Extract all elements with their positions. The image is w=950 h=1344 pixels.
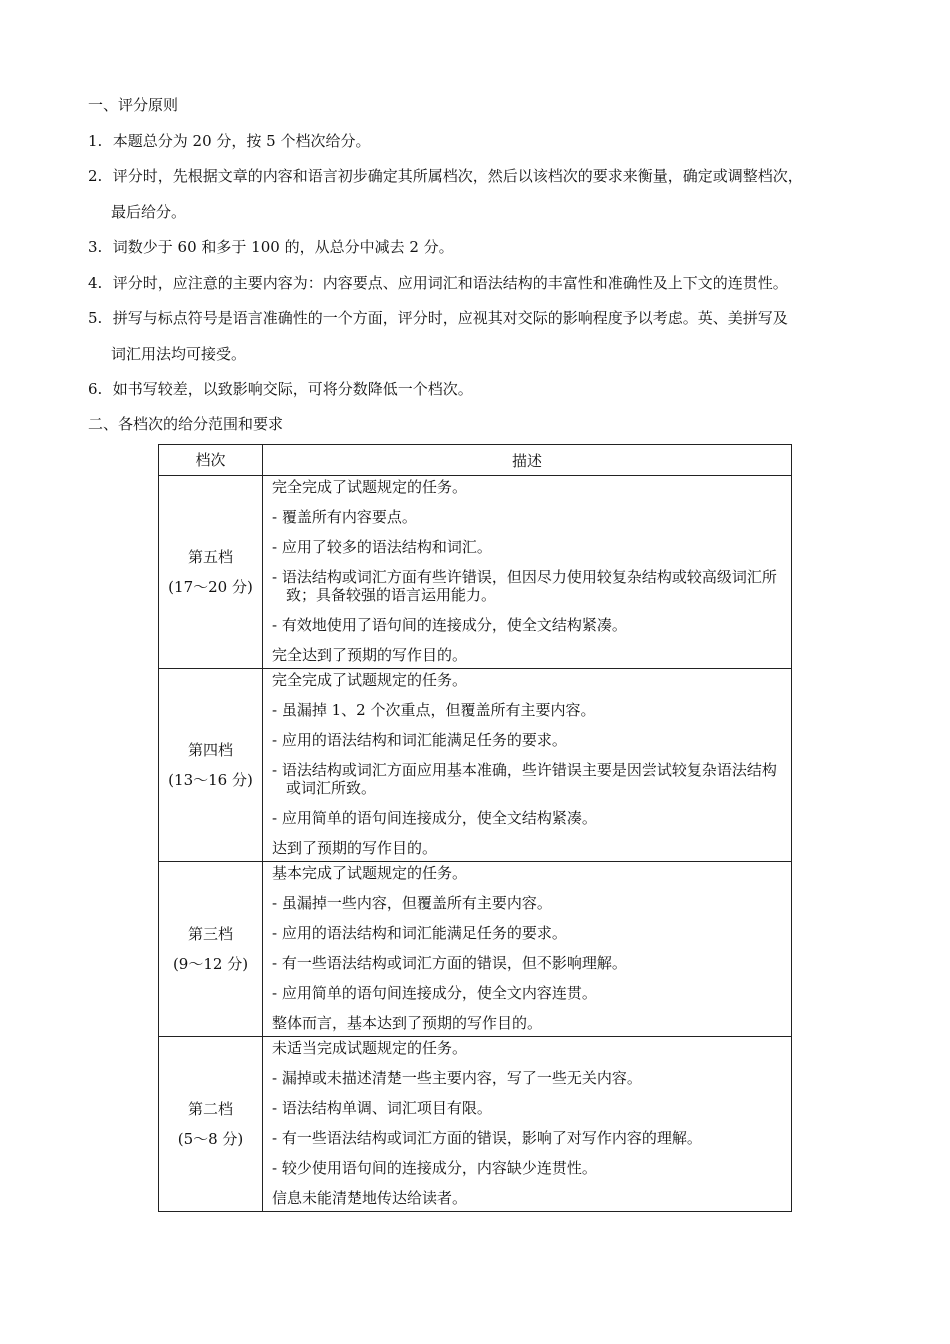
description-line: - 应用了较多的语法结构和词汇。: [272, 538, 492, 556]
rubric-table: [158, 444, 792, 1212]
rule-item: [88, 307, 888, 363]
rule-text: 评分时，应注意的主要内容为：内容要点、应用词汇和语法结构的丰富性和准确性及上下文的连贯性。: [112, 274, 788, 292]
description-line: 未适当完成试题规定的任务。: [272, 1039, 468, 1057]
description-line: - 应用简单的语句间连接成分，使全文内容连贯。: [272, 984, 597, 1002]
level-range: (5～8 分): [177, 1130, 244, 1148]
description-cell: [263, 476, 792, 669]
rule-text: 如书写较差，以致影响交际，可将分数降低一个档次。: [112, 380, 473, 398]
table-row: [159, 1037, 792, 1212]
rule-text-continuation: 词汇用法均可接受。: [111, 345, 247, 363]
description-line: - 虽漏掉一些内容，但覆盖所有主要内容。: [272, 894, 552, 912]
level-range: (9～12 分): [172, 955, 249, 973]
level-cell: [159, 1037, 263, 1212]
rule-number: 1.: [88, 132, 103, 150]
table-row: [159, 669, 792, 862]
description-line: 达到了预期的写作目的。: [272, 839, 438, 857]
description-line: - 有效地使用了语句间的连接成分，使全文结构紧凑。: [272, 616, 627, 634]
section-title-principles: 一、评分原则: [88, 96, 179, 114]
description-line: 完全完成了试题规定的任务。: [272, 478, 468, 496]
level-range: (13～16 分): [168, 771, 253, 789]
description-line: 信息未能清楚地传达给读者。: [272, 1189, 468, 1207]
description-line: - 语法结构或词汇方面应用基本准确，些许错误主要是因尝试较复杂语法结构或词汇所致。: [272, 761, 777, 797]
description-line: 完全完成了试题规定的任务。: [272, 671, 468, 689]
description-line: - 较少使用语句间的连接成分，内容缺少连贯性。: [272, 1159, 597, 1177]
description-cell: [263, 862, 792, 1037]
level-cell: [159, 476, 263, 669]
rule-number: 6.: [88, 380, 103, 398]
description-line: - 应用的语法结构和词汇能满足任务的要求。: [272, 731, 567, 749]
description-line: 完全达到了预期的写作目的。: [272, 646, 468, 664]
description-cell: [263, 1037, 792, 1212]
rule-item: [88, 236, 888, 257]
level-name: 第四档: [187, 741, 233, 759]
rule-text: 词数少于 60 和多于 100 的，从总分中减去 2 分。: [112, 238, 454, 256]
description-line: - 应用的语法结构和词汇能满足任务的要求。: [272, 924, 567, 942]
description-cell: [263, 669, 792, 862]
level-name: 第二档: [187, 1100, 233, 1118]
rule-text-continuation: 最后给分。: [111, 203, 187, 221]
level-name: 第三档: [187, 925, 233, 943]
description-line: 整体而言，基本达到了预期的写作目的。: [272, 1014, 543, 1032]
rule-number: 2.: [88, 167, 103, 185]
description-line: - 语法结构单调、词汇项目有限。: [272, 1099, 492, 1117]
table-row: [159, 476, 792, 669]
rule-text: 评分时，先根据文章的内容和语言初步确定其所属档次，然后以该档次的要求来衡量，确定或调整档次，: [112, 167, 803, 185]
table-header-row: [159, 445, 792, 476]
rule-item: [88, 272, 888, 293]
rule-item: [88, 165, 888, 221]
description-line: - 覆盖所有内容要点。: [272, 508, 417, 526]
description-line: - 有一些语法结构或词汇方面的错误，影响了对写作内容的理解。: [272, 1129, 702, 1147]
header-level: 档次: [159, 445, 263, 476]
rule-text: 拼写与标点符号是语言准确性的一个方面，评分时，应视其对交际的影响程度予以考虑。英、美拼写及: [112, 309, 788, 327]
rule-number: 3.: [88, 238, 103, 256]
rule-item: [88, 130, 888, 151]
rule-text: 本题总分为 20 分，按 5 个档次给分。: [112, 132, 371, 150]
level-name: 第五档: [187, 548, 233, 566]
description-line: - 语法结构或词汇方面有些许错误，但因尽力使用较复杂结构或较高级词汇所致；具备较强的语言运用能力。: [272, 568, 777, 604]
description-line: - 有一些语法结构或词汇方面的错误，但不影响理解。: [272, 954, 627, 972]
level-range: (17～20 分): [168, 578, 253, 596]
table-row: [159, 862, 792, 1037]
description-line: 基本完成了试题规定的任务。: [272, 864, 468, 882]
rule-number: 4.: [88, 274, 103, 292]
rule-item: [88, 378, 888, 399]
level-cell: [159, 862, 263, 1037]
rule-number: 5.: [88, 309, 103, 327]
section-title-levels: 二、各档次的给分范围和要求: [88, 415, 284, 433]
description-line: - 应用简单的语句间连接成分，使全文结构紧凑。: [272, 809, 597, 827]
description-line: - 漏掉或未描述清楚一些主要内容，写了一些无关内容。: [272, 1069, 642, 1087]
description-line: - 虽漏掉 1、2 个次重点，但覆盖所有主要内容。: [272, 701, 596, 719]
header-description: 描述: [263, 445, 792, 476]
level-cell: [159, 669, 263, 862]
